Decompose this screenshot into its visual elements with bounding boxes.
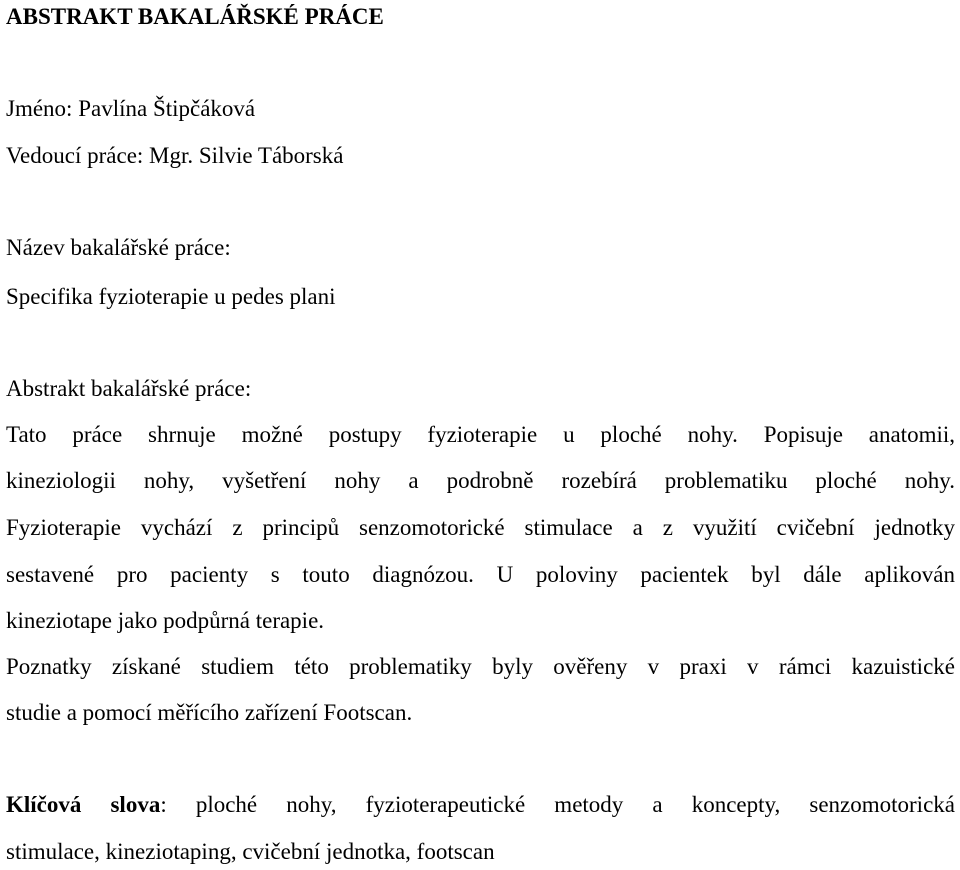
document-title: ABSTRAKT BAKALÁŘSKÉ PRÁCE — [6, 4, 384, 29]
author-label: Jméno: — [6, 96, 73, 121]
thesis-title: Specifika fyzioterapie u pedes plani — [6, 284, 336, 309]
keywords-row — [6, 790, 955, 820]
author-name: Pavlína Štipčáková — [78, 96, 256, 121]
abstract-line: Tato práce shrnuje možné postupy fyzioterapie u ploché nohy. Popisuje anatomii, — [6, 422, 955, 447]
keywords-text: : ploché nohy, fyzioterapeutické metody a koncepty, senzomotorická — [160, 792, 955, 817]
supervisor-label: Vedoucí práce: — [6, 143, 144, 168]
abstract-line: Fyzioterapie vychází z principů senzomotorické stimulace a z využití cvičební jednotky — [6, 515, 955, 540]
supervisor-name: Mgr. Silvie Táborská — [149, 143, 344, 168]
abstract-line: kineziotape jako podpůrná terapie. — [6, 608, 325, 633]
abstract-line: Poznatky získané studiem této problematiky byly ověřeny v praxi v rámci kazuistické — [6, 654, 955, 679]
supervisor-row — [6, 141, 343, 171]
keywords-label: Klíčová slova — [6, 792, 161, 817]
keywords-text-continued: stimulace, kineziotaping, cvičební jednotka, footscan — [6, 839, 495, 864]
author-row — [6, 94, 255, 124]
abstract-line: kineziologii nohy, vyšetření nohy a podrobně rozebírá problematiku ploché nohy. — [6, 468, 955, 493]
abstract-label: Abstrakt bakalářské práce: — [6, 376, 252, 401]
abstract-line: studie a pomocí měřícího zařízení Footscan. — [6, 700, 413, 725]
thesis-title-label: Název bakalářské práce: — [6, 235, 231, 260]
abstract-line: sestavené pro pacienty s touto diagnózou. U poloviny pacientek byl dále aplikován — [6, 562, 955, 587]
